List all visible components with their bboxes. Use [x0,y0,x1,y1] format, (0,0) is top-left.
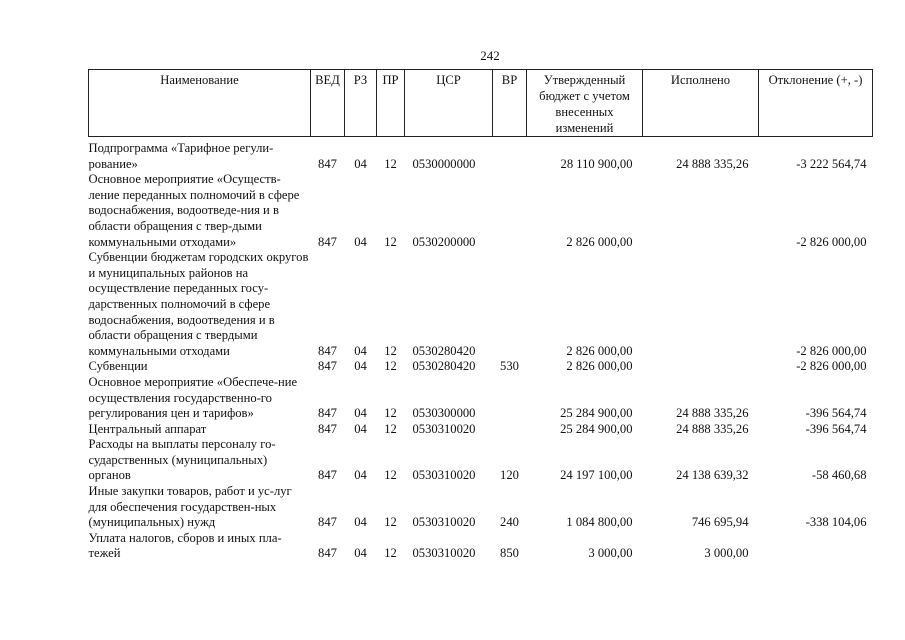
cell-csr: 0530300000 [412,406,476,421]
cell-approved: 3 000,00 [588,546,633,561]
cell-vr: 240 [500,515,519,530]
cell-ved: 847 [318,156,337,171]
cell-name: Центральный аппарат [88,421,207,436]
cell-name: Подпрограмма «Тарифное регули-рование» [88,141,274,171]
cell-ved: 847 [318,515,337,530]
cell-vr [493,172,527,250]
cell-deviation: -2 826 000,00 [796,343,867,358]
header-ved: ВЕД [311,70,345,137]
cell-approved: 25 284 900,00 [560,406,633,421]
cell-csr: 0530280420 [412,359,476,374]
cell-csr: 0530310020 [412,421,476,436]
cell-rz: 04 [354,515,367,530]
cell-csr: 0530280420 [412,343,476,358]
cell-vr: 120 [500,468,519,483]
cell-deviation: -338 104,06 [805,515,867,530]
cell-deviation: -396 564,74 [805,421,867,436]
cell-executed: 24 888 335,26 [676,156,749,171]
cell-executed [643,359,759,375]
header-approved: Утвержденный бюджет с учетом внесенных изменений [527,70,643,137]
cell-executed [643,172,759,250]
cell-deviation: -396 564,74 [805,406,867,421]
cell-deviation: -2 826 000,00 [796,234,867,249]
cell-vr [493,250,527,359]
cell-ved: 847 [318,546,337,561]
cell-executed [643,250,759,359]
cell-vr [493,422,527,438]
cell-deviation [759,531,873,562]
cell-rz: 04 [354,343,367,358]
header-deviation: Отклонение (+, -) [759,70,873,137]
cell-name: Основное мероприятие «Осуществ-ление переданных полномочий в сфере водоснабжения, водоотведе-ния и в области обращения с твер-дыми коммунальными отходами» [88,172,300,249]
cell-approved: 2 826 000,00 [566,359,633,374]
table-row [89,422,873,438]
header-executed: Исполнено [643,70,759,137]
cell-pr: 12 [384,156,397,171]
cell-csr: 0530310020 [412,546,476,561]
cell-csr: 0530200000 [412,234,476,249]
cell-pr: 12 [384,546,397,561]
table-body [89,137,873,563]
cell-ved: 847 [318,421,337,436]
cell-ved: 847 [318,468,337,483]
cell-rz: 04 [354,546,367,561]
cell-approved: 2 826 000,00 [566,343,633,358]
header-csr: ЦСР [405,70,493,137]
cell-name: Иные закупки товаров, работ и ус-луг для обеспечения государствен-ных (муниципальных) нужд [88,484,292,530]
cell-approved: 25 284 900,00 [560,421,633,436]
page-number: 242 [480,48,500,63]
header-name: Наименование [89,70,311,137]
cell-name: Расходы на выплаты персоналу го-сударственных (муниципальных) органов [88,437,276,483]
table-row [89,484,873,531]
cell-name: Основное мероприятие «Обеспече-ние осуществления государственно-го регулирования цен и тарифов» [88,374,298,421]
cell-pr: 12 [384,343,397,358]
header-pr: ПР [377,70,405,137]
cell-ved: 847 [318,234,337,249]
table-header-row [89,70,873,137]
cell-pr: 12 [384,421,397,436]
cell-vr [493,375,527,422]
cell-pr: 12 [384,359,397,374]
cell-csr: 0530000000 [412,156,476,171]
cell-approved: 1 084 800,00 [566,515,633,530]
table-row [89,375,873,422]
cell-deviation: -2 826 000,00 [796,359,867,374]
cell-name: Уплата налогов, сборов и иных пла-тежей [88,530,282,561]
cell-csr: 0530310020 [412,515,476,530]
cell-name: Субвенции бюджетам городских округов и муниципальных районов на осуществление переданных госу-дарственных полномочий в сфере водоснабжения, водоотведения и в области обращения с твердыми коммунальными отходами [88,250,309,358]
cell-rz: 04 [354,156,367,171]
cell-ved: 847 [318,406,337,421]
cell-ved: 847 [318,359,337,374]
cell-pr: 12 [384,468,397,483]
cell-executed: 24 888 335,26 [676,421,749,436]
cell-pr: 12 [384,515,397,530]
header-vr: ВР [493,70,527,137]
cell-vr: 530 [500,359,519,374]
cell-executed: 24 888 335,26 [676,406,749,421]
cell-approved: 28 110 900,00 [560,156,633,171]
cell-name: Субвенции [88,359,148,374]
table-row [89,250,873,359]
cell-pr: 12 [384,234,397,249]
table-row [89,359,873,375]
cell-ved: 847 [318,343,337,358]
budget-table [88,69,873,562]
table-row [89,437,873,484]
table-row [89,141,873,172]
table-row [89,531,873,562]
cell-approved: 2 826 000,00 [566,234,633,249]
cell-csr: 0530310020 [412,468,476,483]
cell-deviation: -3 222 564,74 [796,156,867,171]
cell-rz: 04 [354,468,367,483]
cell-deviation: -58 460,68 [811,468,867,483]
cell-rz: 04 [354,234,367,249]
cell-pr: 12 [384,406,397,421]
cell-vr: 850 [500,546,519,561]
cell-executed: 746 695,94 [691,515,749,530]
cell-rz: 04 [354,406,367,421]
cell-executed: 3 000,00 [704,546,749,561]
cell-approved: 24 197 100,00 [560,468,633,483]
cell-executed: 24 138 639,32 [676,468,749,483]
cell-rz: 04 [354,421,367,436]
cell-rz: 04 [354,359,367,374]
cell-vr [493,141,527,172]
header-rz: РЗ [345,70,377,137]
table-row [89,172,873,250]
